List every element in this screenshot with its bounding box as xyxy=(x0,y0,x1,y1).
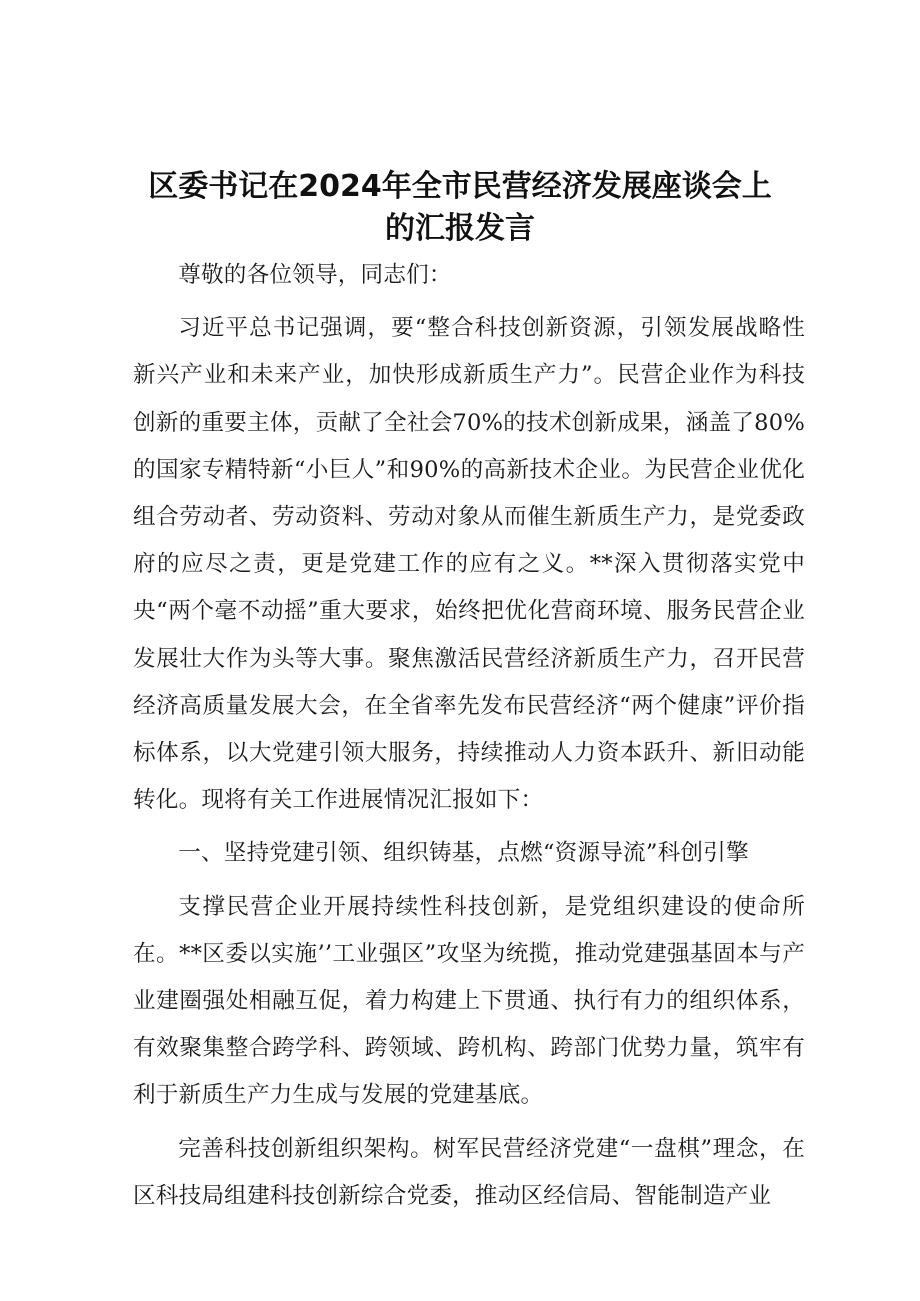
intro-paragraph: 习近平总书记强调，要“整合科技创新资源，引领发展战略性新兴产业和未来产业，加快形成新质生产力”。民营企业作为科技创新的重要主体，贡献了全社会70%的技术创新成果，涵盖了80%的国家专精特新“小巨人”和90%的高新技术企业。为民营企业优化组合劳动者、劳动资料、劳动对象从而催生新质生产力，是党委政府的应尽之责，更是党建工作的应有之义。**深入贯彻落实党中央“两个毫不动摇”重大要求，始终把优化营商环境、服务民营企业发展壮大作为头等大事。聚焦激活民营经济新质生产力，召开民营经济高质量发展大会，在全省率先发布民营经济“两个健康”评价指标体系，以大党建引领大服务，持续推动人力资本跃升、新旧动能转化。现将有关工作进展情况汇报如下： xyxy=(133,315,805,814)
salutation: 尊敬的各位领导，同志们： xyxy=(178,262,452,288)
document-title xyxy=(120,166,800,250)
section-heading: 一、坚持党建引领、组织铸基，点燃“资源导流”科创引擎 xyxy=(178,840,749,867)
structure-paragraph: 完善科技创新组织架构。树军民营经济党建“一盘棋”理念，在区科技局组建科技创新综合党委，推动区经信局、智能制造产业 xyxy=(133,1135,805,1209)
title-line-2: 的汇报发言 xyxy=(385,211,535,246)
document-body xyxy=(133,252,805,1220)
title-line-1: 区委书记在2024年全市民营经济发展座谈会上 xyxy=(148,169,772,204)
section-paragraph: 支撑民营企业开展持续性科技创新，是党组织建设的使命所在。**区委以实施’’工业强区”攻坚为统揽，推动党建强基固本与产业建圈强处相融互促，着力构建上下贯通、执行有力的组织体系，有效聚集整合跨学科、跨领域、跨机构、跨部门优势力量，筑牢有利于新质生产力生成与发展的党建基底。 xyxy=(133,893,805,1109)
